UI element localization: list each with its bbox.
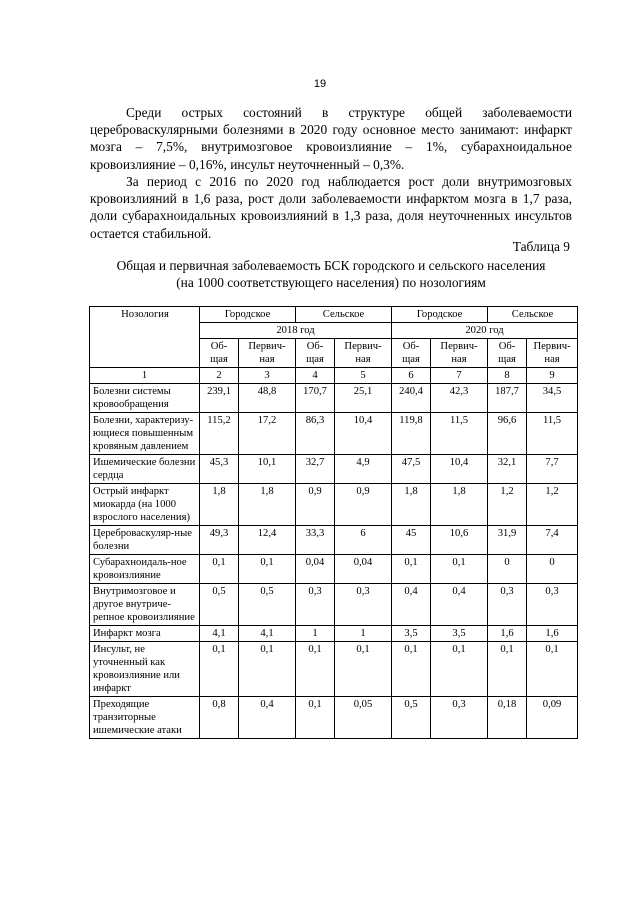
table-row [90, 626, 578, 642]
table-cell: 12,4 [239, 526, 296, 555]
table-cell: 0,1 [335, 642, 392, 697]
table-cell: 1,6 [527, 626, 578, 642]
table-cell: 0,4 [239, 697, 296, 739]
table-cell: 0,1 [239, 555, 296, 584]
table-cell: 0,1 [431, 642, 488, 697]
table-cell: 86,3 [296, 413, 335, 455]
nozology-name: Острый инфаркт миокарда (на 1000 взрослого населения) [90, 484, 200, 526]
table-cell: 3,5 [431, 626, 488, 642]
column-number: 5 [335, 368, 392, 384]
table-label: Таблица 9 [512, 239, 570, 254]
table-cell: 31,9 [488, 526, 527, 555]
table-cell: 187,7 [488, 384, 527, 413]
table-row [90, 555, 578, 584]
header-primary: Первич-ная [527, 339, 578, 368]
nozology-name: Болезни, характеризу-ющиеся повышенным кровяным давлением [90, 413, 200, 455]
table-cell: 11,5 [431, 413, 488, 455]
table-row [90, 384, 578, 413]
table-cell: 0,1 [200, 642, 239, 697]
table-cell: 0,3 [296, 584, 335, 626]
table-cell: 4,1 [200, 626, 239, 642]
table-row [90, 526, 578, 555]
header-total: Об-щая [392, 339, 431, 368]
table-cell: 49,3 [200, 526, 239, 555]
table-cell: 4,9 [335, 455, 392, 484]
table-row [90, 484, 578, 526]
nozology-name: Инсульт, не уточненный как кровоизлияние или инфаркт [90, 642, 200, 697]
paragraph-text: Среди острых состояний в структуре общей заболеваемости цереброваскулярными болезнями в 2020 году основное место занимают: инфаркт мозга – 7,5%, внутримозговое кровоизлияние – 1%, субарахноидальное кровоизлияние – 0,16%, инсульт неуточненный – 0,3%. [90, 105, 572, 172]
table-cell: 0,9 [296, 484, 335, 526]
column-number: 9 [527, 368, 578, 384]
table-cell: 1,8 [392, 484, 431, 526]
column-number-row [90, 368, 578, 384]
header-primary: Первич-ная [335, 339, 392, 368]
table-cell: 45 [392, 526, 431, 555]
table-cell: 32,1 [488, 455, 527, 484]
table-cell: 240,4 [392, 384, 431, 413]
table-cell: 45,3 [200, 455, 239, 484]
table-row [90, 413, 578, 455]
table-cell: 0,3 [335, 584, 392, 626]
table-cell: 0,1 [296, 642, 335, 697]
table-cell: 239,1 [200, 384, 239, 413]
table-cell: 0,04 [335, 555, 392, 584]
column-number: 7 [431, 368, 488, 384]
table-cell: 0,3 [527, 584, 578, 626]
table-cell: 10,4 [335, 413, 392, 455]
table-cell: 0,9 [335, 484, 392, 526]
header-primary: Первич-ная [431, 339, 488, 368]
table-cell: 33,3 [296, 526, 335, 555]
table-cell: 0,1 [392, 642, 431, 697]
table-cell: 0,4 [431, 584, 488, 626]
table-cell: 1,8 [200, 484, 239, 526]
table-cell: 0,5 [392, 697, 431, 739]
table-cell: 0,05 [335, 697, 392, 739]
table-cell: 1,8 [431, 484, 488, 526]
table-cell: 0,1 [239, 642, 296, 697]
table-cell: 0,1 [296, 697, 335, 739]
table-cell: 96,6 [488, 413, 527, 455]
table-cell: 0,1 [488, 642, 527, 697]
header-total: Об-щая [200, 339, 239, 368]
table-cell: 0 [488, 555, 527, 584]
table-cell: 0,5 [200, 584, 239, 626]
header-nozology: Нозология [90, 307, 200, 368]
table-cell: 6 [335, 526, 392, 555]
table-row [90, 455, 578, 484]
nozology-name: Преходящие транзиторные ишемические атаки [90, 697, 200, 739]
nozology-name: Субарахноидаль-ное кровоизлияние [90, 555, 200, 584]
header-total: Об-щая [296, 339, 335, 368]
nozology-name: Инфаркт мозга [90, 626, 200, 642]
header-row-population [90, 307, 578, 323]
table-cell: 10,1 [239, 455, 296, 484]
table-row [90, 642, 578, 697]
table-cell: 7,4 [527, 526, 578, 555]
table-cell: 34,5 [527, 384, 578, 413]
header-rural-2020: Сельское [488, 307, 578, 323]
table-title-line: Общая и первичная заболеваемость БСК городского и сельского населения [116, 258, 546, 273]
table-cell: 10,6 [431, 526, 488, 555]
table-cell: 42,3 [431, 384, 488, 413]
paragraph-text: За период с 2016 по 2020 год наблюдается рост доли внутримозговых кровоизлияний в 1,6 раза, рост доли заболеваемости инфарктом мозга в 1,7 раза, доли субарахноидальных кровоизлияний в 1,3 раза, доля неуточненных инсультов остается стабильной. [90, 174, 572, 241]
table-cell: 0,1 [200, 555, 239, 584]
table-cell: 1,8 [239, 484, 296, 526]
header-total: Об-щая [488, 339, 527, 368]
header-urban-2020: Городское [392, 307, 488, 323]
header-year-2020: 2020 год [392, 323, 578, 339]
nozology-name: Ишемические болезни сердца [90, 455, 200, 484]
page-number: 19 [313, 78, 327, 90]
table-cell: 0 [527, 555, 578, 584]
table-row [90, 584, 578, 626]
table-cell: 0,18 [488, 697, 527, 739]
column-number: 4 [296, 368, 335, 384]
table-cell: 0,1 [431, 555, 488, 584]
table-cell: 1,2 [527, 484, 578, 526]
header-year-2018: 2018 год [200, 323, 392, 339]
table-cell: 170,7 [296, 384, 335, 413]
table-cell: 17,2 [239, 413, 296, 455]
table-cell: 0,1 [392, 555, 431, 584]
table-cell: 1 [335, 626, 392, 642]
table-cell: 0,5 [239, 584, 296, 626]
table-cell: 115,2 [200, 413, 239, 455]
column-number: 2 [200, 368, 239, 384]
column-number: 6 [392, 368, 431, 384]
table-cell: 0,4 [392, 584, 431, 626]
table-cell: 0,04 [296, 555, 335, 584]
table-cell: 1,2 [488, 484, 527, 526]
column-number: 1 [90, 368, 200, 384]
nozology-name: Внутримозговое и другое внутриче-репное кровоизлияние [90, 584, 200, 626]
nozology-name: Цереброваскуляр-ные болезни [90, 526, 200, 555]
table-title-line: (на 1000 соответствующего населения) по нозологиям [176, 275, 486, 290]
table-cell: 32,7 [296, 455, 335, 484]
table-cell: 1,6 [488, 626, 527, 642]
table-cell: 25,1 [335, 384, 392, 413]
table-cell: 0,1 [527, 642, 578, 697]
table-cell: 4,1 [239, 626, 296, 642]
table-cell: 48,8 [239, 384, 296, 413]
table-cell: 0,09 [527, 697, 578, 739]
table-title [90, 257, 572, 291]
table-cell: 10,4 [431, 455, 488, 484]
header-primary: Первич-ная [239, 339, 296, 368]
nozology-name: Болезни системы кровообращения [90, 384, 200, 413]
table-cell: 47,5 [392, 455, 431, 484]
table-cell: 1 [296, 626, 335, 642]
header-urban-2018: Городское [200, 307, 296, 323]
table-cell: 119,8 [392, 413, 431, 455]
table-body [90, 307, 578, 739]
paragraph-1 [90, 104, 572, 173]
table-cell: 3,5 [392, 626, 431, 642]
table-cell: 0,3 [431, 697, 488, 739]
table-cell: 0,3 [488, 584, 527, 626]
column-number: 3 [239, 368, 296, 384]
header-rural-2018: Сельское [296, 307, 392, 323]
column-number: 8 [488, 368, 527, 384]
table-cell: 11,5 [527, 413, 578, 455]
paragraph-2 [90, 173, 572, 242]
table-cell: 7,7 [527, 455, 578, 484]
table-row [90, 697, 578, 739]
morbidity-table [89, 306, 578, 739]
table-cell: 0,8 [200, 697, 239, 739]
